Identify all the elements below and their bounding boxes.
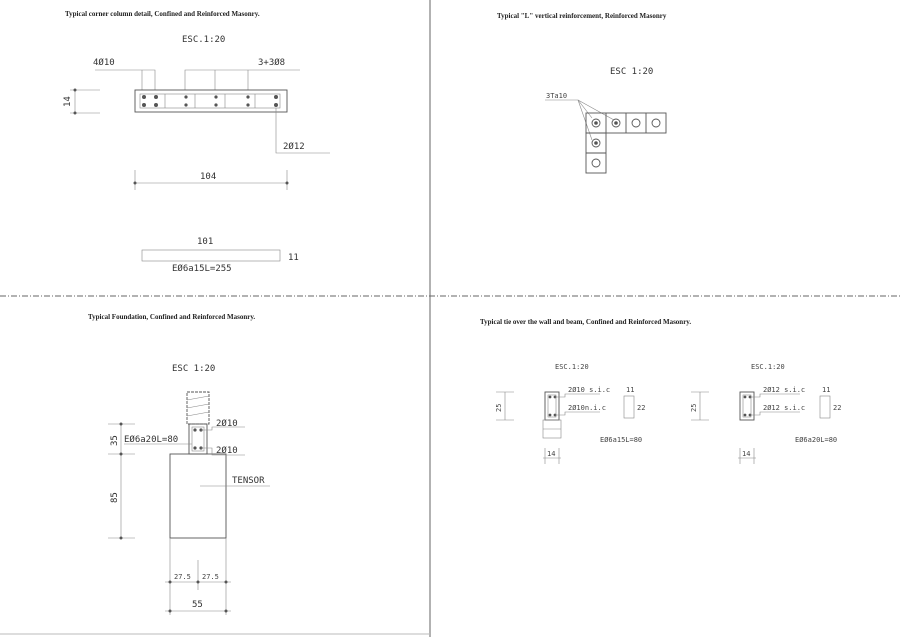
rebar [274, 95, 278, 99]
leader-bars-right [185, 70, 300, 90]
rebar [214, 95, 217, 98]
column-stirrup [140, 94, 280, 108]
corner-column-title: Typical corner column detail, Confined and Reinforced Masonry. [65, 10, 260, 18]
dim-tick [74, 89, 77, 92]
dim-tick [169, 581, 172, 584]
panel-foundation [88, 313, 270, 615]
label-tie-left-small-h: 22 [637, 404, 646, 412]
tie-left-beam [545, 392, 559, 420]
rebar [246, 95, 249, 98]
dim-tick [120, 423, 123, 426]
l-vertical-title: Typical "L" vertical reinforcement, Reinforced Masonry [497, 12, 667, 20]
rebar [142, 103, 146, 107]
dim-tick [169, 610, 172, 613]
rebar [193, 446, 196, 449]
tie-right-beam [740, 392, 754, 420]
rebar [549, 396, 552, 399]
leader-tie-right-top [750, 394, 800, 397]
label-tie-left-top: 2Ø10 s.i.c [568, 386, 611, 394]
dim-tick [197, 581, 200, 584]
label-tie-left-height: 25 [495, 403, 503, 412]
tie-left-small-stirrup [624, 396, 634, 418]
label-tie-right-width: 14 [742, 450, 751, 458]
leader-l-bars-3 [578, 100, 592, 140]
rebar [154, 95, 158, 99]
label-tie-left-width: 14 [547, 450, 556, 458]
foundation-title: Typical Foundation, Confined and Reinforced Masonry. [88, 313, 256, 321]
dim-tick [225, 581, 228, 584]
l-cell [632, 119, 640, 127]
leader-l-bars-2 [578, 100, 614, 120]
l-rebar [594, 121, 598, 125]
column-outline [135, 90, 287, 112]
label-tie-right-height: 25 [690, 403, 698, 412]
dim-tick [225, 610, 228, 613]
l-rebar [594, 141, 598, 145]
wall-hatch-line [187, 404, 209, 408]
label-tie-right-small-h: 22 [833, 404, 842, 412]
dim-tick [120, 453, 123, 456]
l-vertical-scale: ESC 1:20 [610, 67, 654, 77]
leader-l-bars [545, 100, 592, 118]
dim-tick [74, 112, 77, 115]
leader-tie-left-bottom [555, 412, 600, 415]
panel-corner-column [63, 10, 330, 274]
label-tie-left-stirrup: EØ6a15L=80 [600, 436, 643, 444]
tie-beam-title: Typical tie over the wall and beam, Confined and Reinforced Masonry. [480, 318, 692, 326]
label-w-left: 27.5 [174, 573, 191, 581]
rebar [549, 414, 552, 417]
label-tensor: TENSOR [232, 476, 265, 486]
tie-detail-right [690, 363, 841, 464]
rebar [744, 396, 747, 399]
label-tie-right-bottom: 2Ø12 s.i.c [763, 404, 806, 412]
label-tie-left-bottom: 2Ø10n.i.c [568, 404, 606, 412]
label-tie-left-small-w: 11 [626, 386, 635, 394]
tie-right-small-stirrup [820, 396, 830, 418]
label-stirrups: EØ6a20L=80 [124, 435, 179, 445]
panel-l-vertical [497, 12, 667, 173]
dim-tick [120, 537, 123, 540]
label-bars-right: 3+3Ø8 [258, 58, 286, 68]
label-height: 14 [63, 96, 73, 107]
label-stirrup-height: 11 [288, 253, 299, 263]
label-bars-left: 4Ø10 [93, 58, 115, 68]
leader-tie-right-bottom [750, 412, 800, 415]
foundation-scale: ESC 1:20 [172, 364, 216, 374]
tie-left-scale: ESC.1:20 [555, 363, 589, 371]
rebar [142, 95, 146, 99]
corner-column-scale: ESC.1:20 [182, 35, 226, 45]
rebar [184, 103, 187, 106]
label-stirrup: EØ6a15L=255 [172, 264, 232, 274]
stirrup-shape [142, 250, 280, 261]
label-w-total: 55 [192, 600, 203, 610]
wall-hatch-line [187, 412, 209, 416]
label-w-right: 27.5 [202, 573, 219, 581]
label-l-bars: 3Ta10 [546, 92, 568, 100]
tie-right-scale: ESC.1:20 [751, 363, 785, 371]
rebar [184, 95, 187, 98]
label-h-upper: 35 [110, 435, 120, 446]
l-cell [652, 119, 660, 127]
label-h-lower: 85 [110, 492, 120, 503]
rebar [154, 103, 158, 107]
rebar [246, 103, 249, 106]
label-tie-right-stirrup: EØ6a20L=80 [795, 436, 838, 444]
dim-tick [134, 182, 137, 185]
l-cell [592, 159, 600, 167]
label-foundation-bottom-bars: 2Ø10 [216, 446, 238, 456]
rebar [214, 103, 217, 106]
rebar [274, 103, 278, 107]
leader-bars-left [95, 70, 155, 90]
leader-tie-left-top [555, 394, 600, 397]
label-bottom-bars: 2Ø12 [283, 142, 305, 152]
label-stirrup-length: 101 [197, 237, 214, 247]
tie-detail-left [495, 363, 645, 464]
panel-tie-beam [480, 318, 841, 464]
l-rebar [614, 121, 618, 125]
wall-hatch-line [187, 396, 209, 400]
foundation-beam [189, 424, 207, 454]
rebar [744, 414, 747, 417]
foundation-footing [170, 454, 226, 538]
label-tie-right-small-w: 11 [822, 386, 831, 394]
label-top-bars: 2Ø10 [216, 419, 238, 429]
dim-tick [286, 182, 289, 185]
label-length: 104 [200, 172, 217, 182]
label-tie-right-top: 2Ø12 s.i.c [763, 386, 806, 394]
rebar [193, 428, 196, 431]
